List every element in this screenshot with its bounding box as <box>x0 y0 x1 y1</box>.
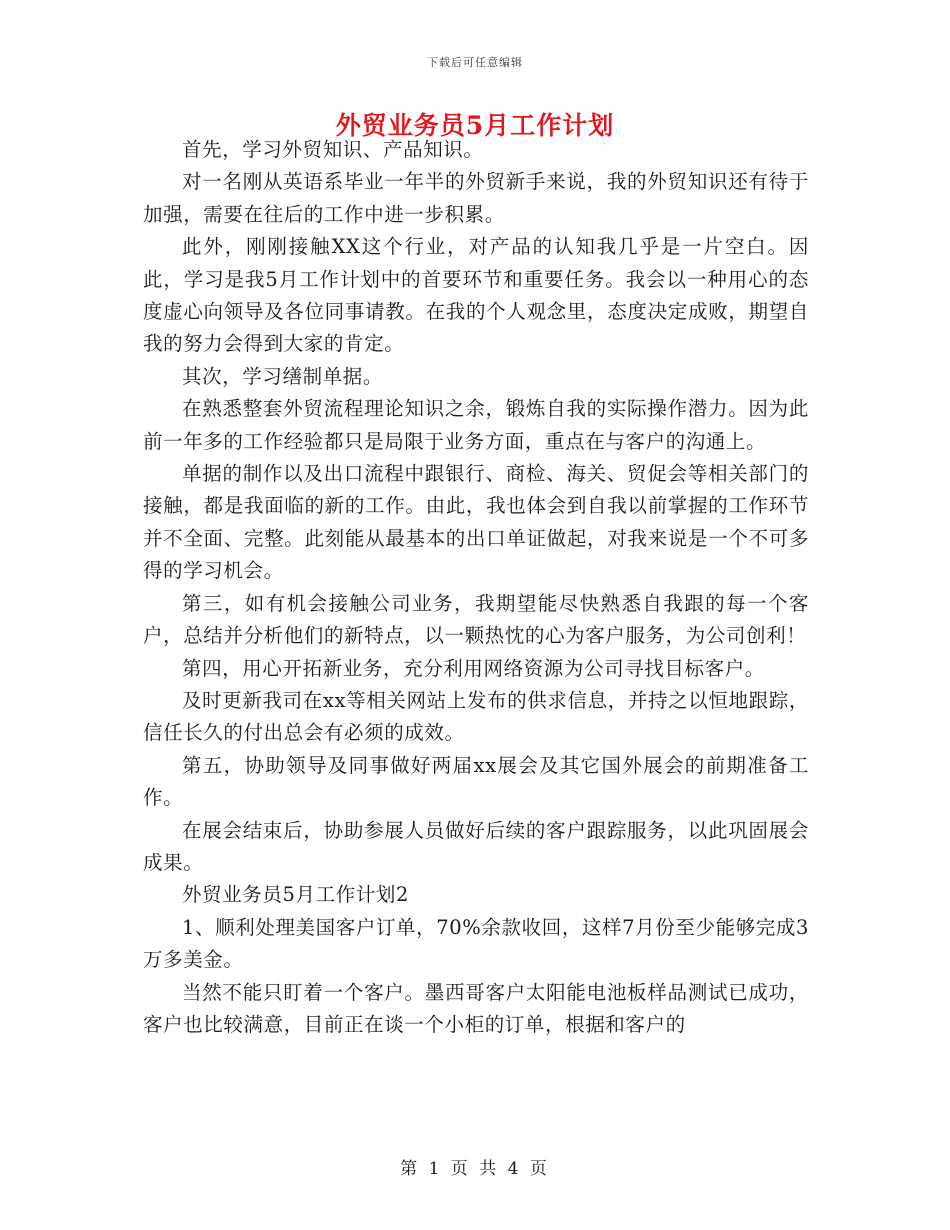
paragraph: 1、顺利处理美国客户订单，70%余款收回，这样7月份至少能够完成3万多美金。 <box>143 915 809 972</box>
paragraph: 首先，学习外贸知识、产品知识。 <box>182 138 484 161</box>
page-header-note: 下载后可任意编辑 <box>427 56 523 69</box>
paragraph: 第四，用心开拓新业务，充分利用网络资源为公司寻找目标客户。 <box>182 656 765 680</box>
paragraph: 单据的制作以及出口流程中跟银行、商检、海关、贸促会等相关部门的接触，都是我面临的新的工作。由此，我也体会到自我以前掌握的工作环节并不全面、完整。此刻能从最基本的出口单证做起，对我来说是一个不可多得的学习机会。 <box>143 462 809 583</box>
paragraph: 在熟悉整套外贸流程理论知识之余，锻炼自我的实际操作潜力。因为此前一年多的工作经验都只是局限于业务方面，重点在与客户的沟通上。 <box>143 397 809 453</box>
paragraph: 其次，学习缮制单据。 <box>182 364 384 388</box>
paragraph: 及时更新我司在xx等相关网站上发布的供求信息，并持之以恒地跟踪，信任长久的付出总会有必须的成效。 <box>143 688 809 745</box>
paragraph: 第三，如有机会接触公司业务，我期望能尽快熟悉自我跟的每一个客户，总结并分析他们的新特点，以一颗热忱的心为客户服务，为公司创利！ <box>143 591 809 648</box>
paragraph: 此外，刚刚接触XX这个行业，对产品的认知我几乎是一片空白。因此，学习是我5月工作计划中的首要环节和重要任务。我会以一种用心的态度虚心向领导及各位同事请教。在我的个人观念里，态度决定成败，期望自我的努力会得到大家的肯定。 <box>143 235 809 356</box>
paragraph: 在展会结束后，协助参展人员做好后续的客户跟踪服务，以此巩固展会成果。 <box>143 818 809 874</box>
document-title: 外贸业务员5月工作计划 <box>335 111 615 140</box>
paragraph: 第五，协助领导及同事做好两届xx展会及其它国外展会的前期准备工作。 <box>143 753 809 810</box>
section-heading: 外贸业务员5月工作计划2 <box>182 883 410 907</box>
page-number: 第 1 页 共 4 页 <box>400 1159 550 1179</box>
paragraph: 当然不能只盯着一个客户。墨西哥客户太阳能电池板样品测试已成功，客户也比较满意，目前正在谈一个小柜的订单，根据和客户的 <box>143 980 809 1036</box>
document-body <box>143 134 809 1041</box>
paragraph: 对一名刚从英语系毕业一年半的外贸新手来说，我的外贸知识还有待于加强，需要在往后的工作中进一步积累。 <box>143 170 809 226</box>
